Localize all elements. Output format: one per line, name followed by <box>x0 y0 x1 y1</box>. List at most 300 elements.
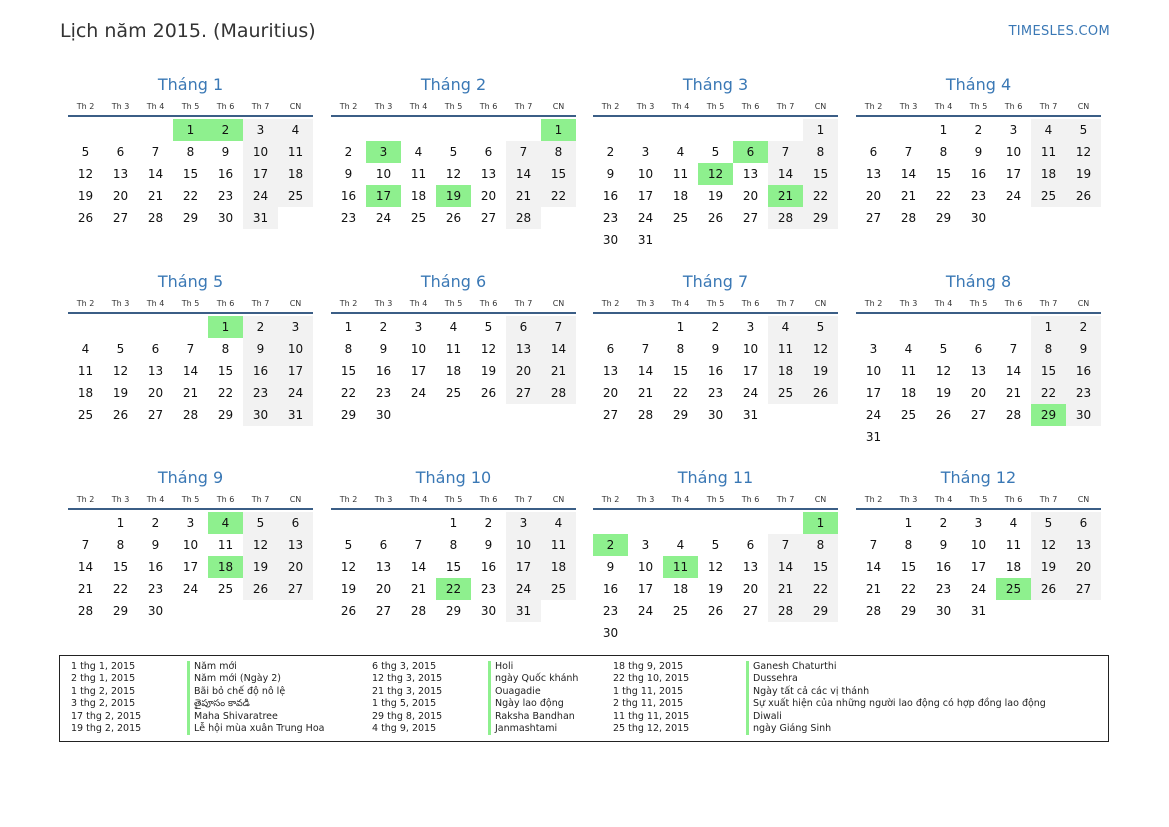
empty-cell <box>401 119 436 141</box>
day-cell: 15 <box>803 163 838 185</box>
weekday-label: Th 6 <box>741 102 760 111</box>
day-cell: 11 <box>77 364 94 378</box>
day-cell: 7 <box>151 145 160 159</box>
month-title: Tháng 4 <box>945 75 1012 94</box>
weekday-label: Th 4 <box>146 102 165 111</box>
weekday-label: Th 4 <box>146 495 165 504</box>
day-cell: 15 <box>541 163 576 185</box>
weekday-label: Th 3 <box>899 299 918 308</box>
weekday-label: Th 3 <box>374 102 393 111</box>
day-cell: 11 <box>768 338 803 360</box>
weekday-label: Th 4 <box>671 299 690 308</box>
day-cell: 28 <box>147 211 164 225</box>
day-cell: 30 <box>970 211 987 225</box>
month-3 <box>593 74 838 251</box>
day-cell: 20 <box>147 386 164 400</box>
day-cell: 2 <box>243 316 278 338</box>
day-cell: 11 <box>541 534 576 556</box>
holiday-day-cell: 18 <box>208 556 243 578</box>
legend-holiday-name: Diwali <box>746 711 782 723</box>
day-cell: 10 <box>278 338 313 360</box>
day-cell: 21 <box>637 386 654 400</box>
day-cell: 25 <box>278 185 313 207</box>
day-cell: 18 <box>77 386 94 400</box>
weekday-header <box>68 101 313 117</box>
weekday-label: Th 5 <box>444 102 463 111</box>
day-cell: 27 <box>742 604 759 618</box>
legend-date: 17 thg 2, 2015 <box>71 710 142 722</box>
day-cell: 13 <box>742 167 759 181</box>
weekday-label: Th 5 <box>969 102 988 111</box>
day-cell: 31 <box>506 600 541 622</box>
day-cell: 16 <box>935 560 952 574</box>
weekday-label: Th 7 <box>776 495 795 504</box>
month-title: Tháng 8 <box>945 272 1012 291</box>
day-cell: 30 <box>480 604 497 618</box>
weekday-label: Th 2 <box>601 495 620 504</box>
day-grid <box>68 119 313 229</box>
day-cell: 27 <box>112 211 129 225</box>
day-cell: 19 <box>935 386 952 400</box>
weekday-label: Th 2 <box>339 495 358 504</box>
day-cell: 26 <box>340 604 357 618</box>
weekday-header <box>593 101 838 117</box>
empty-cell <box>331 119 366 141</box>
weekday-label: Th 7 <box>251 299 270 308</box>
day-cell: 7 <box>904 145 913 159</box>
day-cell: 20 <box>506 360 541 382</box>
holiday-legend <box>59 655 1109 742</box>
holiday-day-cell: 1 <box>208 316 243 338</box>
weekday-label: Th 6 <box>479 495 498 504</box>
day-cell: 18 <box>672 582 689 596</box>
holiday-day-cell: 22 <box>436 578 471 600</box>
day-cell: 2 <box>484 516 493 530</box>
month-title: Tháng 5 <box>157 272 224 291</box>
weekday-label: Th 6 <box>216 102 235 111</box>
weekday-label: Th 3 <box>111 299 130 308</box>
day-cell: 13 <box>112 167 129 181</box>
day-cell: 3 <box>186 516 195 530</box>
weekday-label: Th 6 <box>479 102 498 111</box>
day-cell: 9 <box>379 342 388 356</box>
day-grid <box>68 316 313 426</box>
day-cell: 5 <box>243 512 278 534</box>
holiday-day-cell: 1 <box>541 119 576 141</box>
month-title: Tháng 10 <box>415 468 492 487</box>
day-cell: 4 <box>768 316 803 338</box>
day-cell: 2 <box>939 516 948 530</box>
day-cell: 21 <box>77 582 94 596</box>
day-cell: 9 <box>484 538 493 552</box>
day-grid <box>331 512 576 622</box>
weekday-label: Th 2 <box>601 102 620 111</box>
weekday-label: Th 7 <box>514 102 533 111</box>
day-cell: 17 <box>410 364 427 378</box>
empty-cell <box>138 119 173 141</box>
day-cell: 19 <box>112 386 129 400</box>
empty-cell <box>768 512 803 534</box>
weekday-header <box>856 298 1101 314</box>
day-cell: 3 <box>278 316 313 338</box>
day-cell: 17 <box>970 560 987 574</box>
legend-date: 18 thg 9, 2015 <box>613 661 684 672</box>
day-cell: 21 <box>147 189 164 203</box>
weekday-label: Th 7 <box>514 299 533 308</box>
empty-cell <box>173 316 208 338</box>
weekday-label: CN <box>552 299 565 308</box>
holiday-day-cell: 1 <box>803 512 838 534</box>
legend-holiday-name: Dussehra <box>746 673 798 685</box>
day-cell: 1 <box>1031 316 1066 338</box>
day-cell: 26 <box>480 386 497 400</box>
day-cell: 4 <box>414 145 423 159</box>
legend-holiday-name: Janmashtami <box>488 723 557 735</box>
day-cell: 5 <box>1031 512 1066 534</box>
legend-holiday-name: Ganesh Chaturthi <box>746 661 837 673</box>
weekday-label: CN <box>814 102 827 111</box>
day-cell: 23 <box>602 211 619 225</box>
day-cell: 14 <box>182 364 199 378</box>
day-grid <box>593 119 838 251</box>
empty-cell <box>593 316 628 338</box>
day-cell: 8 <box>116 538 125 552</box>
day-cell: 28 <box>637 408 654 422</box>
day-cell: 9 <box>606 167 615 181</box>
day-cell: 20 <box>480 189 497 203</box>
day-grid <box>593 512 838 644</box>
day-cell: 5 <box>803 316 838 338</box>
day-cell: 19 <box>1066 163 1101 185</box>
day-cell: 17 <box>278 360 313 382</box>
weekday-label: Th 4 <box>934 102 953 111</box>
day-cell: 16 <box>707 364 724 378</box>
day-cell: 27 <box>506 382 541 404</box>
month-12 <box>856 467 1101 622</box>
day-cell: 1 <box>676 320 685 334</box>
day-cell: 10 <box>506 534 541 556</box>
day-cell: 6 <box>869 145 878 159</box>
day-cell: 3 <box>414 320 423 334</box>
day-cell: 8 <box>541 141 576 163</box>
day-cell: 16 <box>970 167 987 181</box>
day-cell: 20 <box>865 189 882 203</box>
day-cell: 8 <box>449 538 458 552</box>
day-grid <box>331 119 576 229</box>
weekday-label: Th 5 <box>706 102 725 111</box>
day-cell: 8 <box>904 538 913 552</box>
weekday-label: Th 2 <box>864 102 883 111</box>
day-cell: 3 <box>641 145 650 159</box>
weekday-label: Th 2 <box>76 102 95 111</box>
weekday-header <box>593 298 838 314</box>
weekday-label: Th 7 <box>1039 102 1058 111</box>
day-cell: 14 <box>865 560 882 574</box>
empty-cell <box>506 119 541 141</box>
weekday-label: Th 3 <box>636 299 655 308</box>
day-cell: 7 <box>869 538 878 552</box>
month-2 <box>331 74 576 229</box>
day-cell: 7 <box>506 141 541 163</box>
weekday-label: CN <box>1077 495 1090 504</box>
day-cell: 14 <box>410 560 427 574</box>
day-grid <box>856 512 1101 622</box>
empty-cell <box>733 119 768 141</box>
day-cell: 26 <box>935 408 952 422</box>
day-cell: 15 <box>1031 360 1066 382</box>
empty-cell <box>628 316 663 338</box>
day-cell: 24 <box>243 185 278 207</box>
weekday-header <box>331 298 576 314</box>
day-cell: 2 <box>974 123 983 137</box>
day-cell: 26 <box>707 604 724 618</box>
weekday-label: Th 6 <box>1004 102 1023 111</box>
empty-cell <box>996 316 1031 338</box>
day-cell: 11 <box>410 167 427 181</box>
day-cell: 11 <box>278 141 313 163</box>
day-cell: 24 <box>637 211 654 225</box>
day-cell: 4 <box>81 342 90 356</box>
legend-holiday-name: Ngày lao động <box>488 698 564 710</box>
weekday-label: Th 5 <box>706 495 725 504</box>
day-cell: 11 <box>217 538 234 552</box>
day-cell: 4 <box>1009 516 1018 530</box>
day-cell: 15 <box>900 560 917 574</box>
day-cell: 11 <box>900 364 917 378</box>
day-cell: 22 <box>112 582 129 596</box>
day-cell: 12 <box>1066 141 1101 163</box>
day-cell: 13 <box>1066 534 1101 556</box>
day-cell: 5 <box>1066 119 1101 141</box>
day-cell: 6 <box>379 538 388 552</box>
day-cell: 26 <box>112 408 129 422</box>
day-cell: 8 <box>186 145 195 159</box>
weekday-label: CN <box>289 495 302 504</box>
day-cell: 26 <box>1031 578 1066 600</box>
day-cell: 24 <box>410 386 427 400</box>
day-cell: 21 <box>182 386 199 400</box>
day-cell: 7 <box>541 316 576 338</box>
day-cell: 17 <box>506 556 541 578</box>
day-cell: 19 <box>707 189 724 203</box>
day-grid <box>856 119 1101 229</box>
legend-holiday-name: Lễ hội mùa xuân Trung Hoa <box>187 723 324 735</box>
day-cell: 31 <box>637 233 654 247</box>
day-cell: 23 <box>602 604 619 618</box>
empty-cell <box>628 119 663 141</box>
day-cell: 15 <box>935 167 952 181</box>
brand-link[interactable]: TIMESLES.COM <box>1008 24 1110 39</box>
day-cell: 9 <box>243 338 278 360</box>
day-cell: 30 <box>217 211 234 225</box>
day-grid <box>856 316 1101 448</box>
empty-cell <box>856 119 891 141</box>
day-cell: 26 <box>707 211 724 225</box>
day-cell: 17 <box>637 582 654 596</box>
day-cell: 6 <box>746 538 755 552</box>
day-cell: 19 <box>803 360 838 382</box>
weekday-label: Th 5 <box>969 495 988 504</box>
day-cell: 29 <box>672 408 689 422</box>
day-cell: 17 <box>1005 167 1022 181</box>
day-cell: 28 <box>541 382 576 404</box>
holiday-day-cell: 4 <box>208 512 243 534</box>
weekday-label: Th 4 <box>409 299 428 308</box>
day-cell: 21 <box>506 185 541 207</box>
day-cell: 27 <box>742 211 759 225</box>
day-cell: 6 <box>278 512 313 534</box>
day-cell: 30 <box>243 404 278 426</box>
day-cell: 4 <box>449 320 458 334</box>
day-cell: 21 <box>1005 386 1022 400</box>
empty-cell <box>733 512 768 534</box>
day-cell: 11 <box>445 342 462 356</box>
day-cell: 6 <box>484 145 493 159</box>
day-cell: 22 <box>541 185 576 207</box>
legend-holiday-name: Ouagadie <box>488 686 541 698</box>
day-cell: 20 <box>112 189 129 203</box>
day-cell: 8 <box>939 145 948 159</box>
day-cell: 16 <box>602 189 619 203</box>
weekday-label: Th 7 <box>1039 495 1058 504</box>
day-cell: 9 <box>1066 338 1101 360</box>
day-cell: 27 <box>1066 578 1101 600</box>
day-cell: 3 <box>974 516 983 530</box>
weekday-header <box>856 101 1101 117</box>
weekday-label: Th 5 <box>969 299 988 308</box>
day-cell: 20 <box>970 386 987 400</box>
weekday-label: Th 5 <box>706 299 725 308</box>
day-grid <box>593 316 838 426</box>
day-cell: 26 <box>77 211 94 225</box>
weekday-label: Th 5 <box>444 495 463 504</box>
day-cell: 27 <box>602 408 619 422</box>
day-cell: 20 <box>742 189 759 203</box>
day-cell: 5 <box>81 145 90 159</box>
day-cell: 30 <box>707 408 724 422</box>
month-title: Tháng 12 <box>940 468 1017 487</box>
day-cell: 2 <box>151 516 160 530</box>
day-cell: 11 <box>1005 538 1022 552</box>
empty-cell <box>663 119 698 141</box>
holiday-day-cell: 11 <box>663 556 698 578</box>
day-cell: 13 <box>480 167 497 181</box>
holiday-day-cell: 25 <box>996 578 1031 600</box>
day-cell: 10 <box>637 167 654 181</box>
legend-date: 25 thg 12, 2015 <box>613 723 690 734</box>
empty-cell <box>436 119 471 141</box>
weekday-label: Th 3 <box>899 102 918 111</box>
day-cell: 24 <box>375 211 392 225</box>
weekday-label: Th 3 <box>374 299 393 308</box>
day-cell: 30 <box>602 233 619 247</box>
day-cell: 28 <box>506 207 541 229</box>
legend-date: 1 thg 11, 2015 <box>613 685 684 697</box>
weekday-label: Th 4 <box>934 299 953 308</box>
day-cell: 31 <box>278 404 313 426</box>
day-cell: 23 <box>217 189 234 203</box>
weekday-label: Th 4 <box>671 495 690 504</box>
empty-cell <box>103 316 138 338</box>
empty-cell <box>68 316 103 338</box>
day-cell: 28 <box>77 604 94 618</box>
day-cell: 9 <box>939 538 948 552</box>
day-cell: 14 <box>768 556 803 578</box>
day-cell: 13 <box>278 534 313 556</box>
day-cell: 18 <box>1005 560 1022 574</box>
weekday-label: Th 7 <box>514 495 533 504</box>
weekday-label: Th 6 <box>479 299 498 308</box>
day-cell: 15 <box>672 364 689 378</box>
day-cell: 11 <box>672 167 689 181</box>
day-cell: 6 <box>974 342 983 356</box>
legend-date: 4 thg 9, 2015 <box>372 723 437 734</box>
empty-cell <box>331 512 366 534</box>
weekday-label: Th 3 <box>111 102 130 111</box>
legend-date: 12 thg 3, 2015 <box>372 673 443 685</box>
day-cell: 4 <box>676 145 685 159</box>
weekday-header <box>331 494 576 510</box>
day-cell: 24 <box>506 578 541 600</box>
day-cell: 10 <box>865 364 882 378</box>
day-cell: 13 <box>506 338 541 360</box>
day-cell: 5 <box>711 145 720 159</box>
weekday-label: Th 4 <box>146 299 165 308</box>
day-cell: 2 <box>606 145 615 159</box>
day-cell: 14 <box>637 364 654 378</box>
empty-cell <box>628 512 663 534</box>
day-cell: 21 <box>900 189 917 203</box>
legend-holiday-name: ngày Giáng Sinh <box>746 723 831 735</box>
weekday-label: Th 6 <box>741 495 760 504</box>
holiday-day-cell: 12 <box>698 163 733 185</box>
day-cell: 24 <box>278 382 313 404</box>
day-cell: 31 <box>742 408 759 422</box>
empty-cell <box>768 119 803 141</box>
day-cell: 10 <box>375 167 392 181</box>
day-cell: 2 <box>379 320 388 334</box>
day-cell: 11 <box>1031 141 1066 163</box>
day-cell: 10 <box>410 342 427 356</box>
day-cell: 20 <box>375 582 392 596</box>
day-cell: 8 <box>1031 338 1066 360</box>
day-cell: 2 <box>711 320 720 334</box>
day-cell: 17 <box>637 189 654 203</box>
month-7 <box>593 271 838 426</box>
day-cell: 25 <box>768 382 803 404</box>
holiday-day-cell: 19 <box>436 185 471 207</box>
month-title: Tháng 2 <box>420 75 487 94</box>
weekday-label: Th 3 <box>636 495 655 504</box>
day-cell: 23 <box>935 582 952 596</box>
empty-cell <box>68 119 103 141</box>
day-cell: 21 <box>541 360 576 382</box>
day-cell: 23 <box>340 211 357 225</box>
day-cell: 18 <box>278 163 313 185</box>
day-cell: 27 <box>480 211 497 225</box>
day-cell: 6 <box>151 342 160 356</box>
day-cell: 19 <box>480 364 497 378</box>
day-cell: 23 <box>707 386 724 400</box>
day-cell: 1 <box>803 119 838 141</box>
legend-date: 21 thg 3, 2015 <box>372 685 443 697</box>
day-cell: 7 <box>768 141 803 163</box>
day-cell: 23 <box>243 382 278 404</box>
legend-date: 19 thg 2, 2015 <box>71 723 142 734</box>
day-cell: 6 <box>606 342 615 356</box>
day-cell: 25 <box>217 582 234 596</box>
day-cell: 18 <box>410 189 427 203</box>
